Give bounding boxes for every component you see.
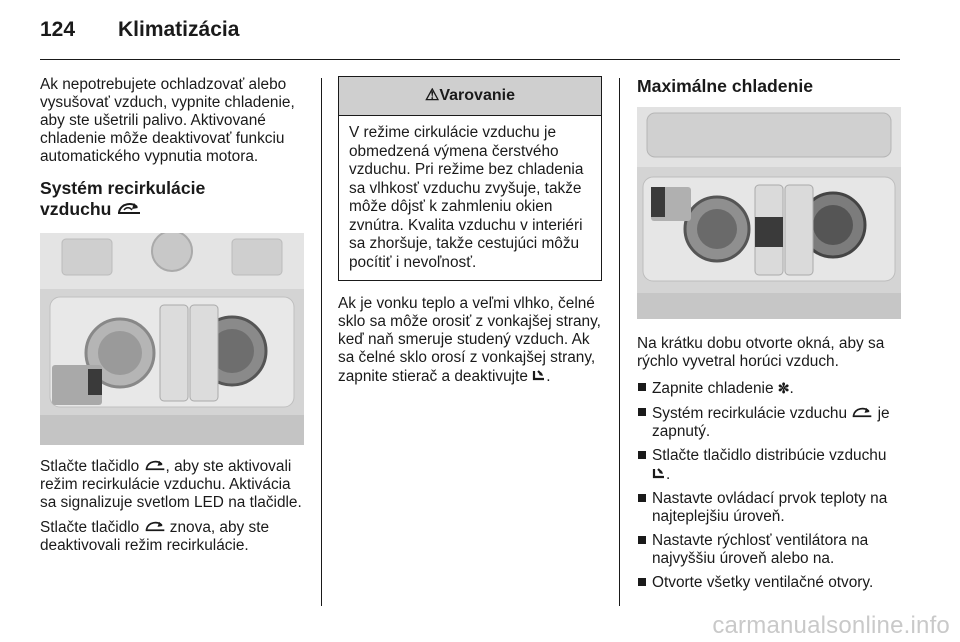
recirculation-icon <box>144 457 166 475</box>
paragraph-2-start: Stlačte tlačidlo <box>40 519 140 536</box>
recirculation-icon <box>851 404 873 422</box>
bullet-square <box>638 408 646 416</box>
column-2 <box>338 76 602 386</box>
header-rule <box>40 59 900 60</box>
list-item-suffix: . <box>666 466 671 483</box>
column-divider-1 <box>321 78 322 606</box>
list-item <box>637 574 903 592</box>
warning-box <box>338 76 602 281</box>
page-title: Klimatizácia <box>118 18 240 41</box>
column-divider-2 <box>619 78 620 606</box>
warning-title-text: Varovanie <box>439 87 515 104</box>
section-heading-recirculation <box>40 178 306 221</box>
paragraph-open-windows: Na krátku dobu otvorte okná, aby sa rýchlo vyvetral horúci vzduch. <box>637 335 885 370</box>
bullet-square <box>638 494 646 502</box>
paragraph-windshield-end: . <box>546 368 551 385</box>
air-distribution-icon <box>652 465 666 483</box>
list-item-suffix: . <box>789 380 794 397</box>
list-item-text: Otvorte všetky ventilačné otvory. <box>652 574 874 591</box>
list-item <box>637 404 903 441</box>
list-item <box>637 490 903 526</box>
list-item-suffix: je zapnutý. <box>652 405 890 440</box>
page-number: 124 <box>40 18 76 41</box>
page-header <box>40 18 900 48</box>
column-3 <box>637 76 903 598</box>
warning-text: V režime cirkulácie vzduchu je obmedzená výmena čerstvého vzduchu. Pri režime bez chladenia sa vlhkosť vzduchu zvyšuje, takže môže dôjsť k zahmleniu okien zvnútra. Kvalita vzduchu v interiéri sa zhoršuje, takže cestujúci môžu pocítiť i nevoľnosť. <box>349 124 584 271</box>
climate-panel-photo-recirculation <box>40 233 304 445</box>
bullet-square <box>638 536 646 544</box>
heading-line-1: Systém recirkulácie <box>40 178 206 198</box>
recirculation-icon <box>116 200 142 221</box>
paragraph-1-end: , aby ste aktivovali režim recirkulácie vzduchu. Aktivácia sa signalizuje svetlom LED na tlačidle. <box>40 458 302 511</box>
paragraph-1-start: Stlačte tlačidlo <box>40 458 140 475</box>
air-distribution-icon <box>532 367 546 385</box>
bullet-square <box>638 578 646 586</box>
list-item-text: Systém recirkulácie vzduchu <box>652 405 848 422</box>
recirculation-icon <box>144 518 166 536</box>
list-item-text: Stlačte tlačidlo distribúcie vzduchu <box>652 447 887 464</box>
list-item-text: Nastavte ovládací prvok teploty na najteplejšiu úroveň. <box>652 490 888 525</box>
list-item <box>637 532 903 568</box>
bullet-square <box>638 451 646 459</box>
warning-title <box>339 77 601 116</box>
list-item-text: Nastavte rýchlosť ventilátora na najvyššiu úroveň alebo na. <box>652 532 869 567</box>
section-heading-max-cooling: Maximálne chladenie <box>637 76 814 96</box>
paragraph-activate-recirculation <box>40 457 306 512</box>
list-item-text: Zapnite chladenie <box>652 380 774 397</box>
climate-panel-photo-max-cooling <box>637 107 901 319</box>
warning-triangle-icon: ⚠ <box>425 87 440 104</box>
watermark: carmanualsonline.info <box>712 612 950 639</box>
list-item <box>637 447 903 484</box>
paragraph-2-end: znova, aby ste deaktivovali režim recirkulácie. <box>40 519 270 554</box>
snowflake-icon: ✼ <box>777 380 790 396</box>
paragraph-deactivate-recirculation <box>40 518 306 555</box>
list-item <box>637 379 903 398</box>
bullet-square <box>638 383 646 391</box>
heading-line-2: vzduchu <box>40 199 112 219</box>
intro-paragraph: Ak nepotrebujete ochladzovať alebo vysušovať vzduch, vypnite chladenie, aby ste ušetrili palivo. Aktivované chladenie môže deaktivovať funkciu automatického vypnutia motora. <box>40 76 295 165</box>
column-1 <box>40 76 306 555</box>
paragraph-windshield-fog <box>338 295 602 386</box>
max-cooling-steps <box>637 379 903 592</box>
paragraph-windshield-start: Ak je vonku teplo a veľmi vlhko, čelné sklo sa môže orosiť z vonkajšej strany, keď naň smeruje studený vzduch. Ak sa čelné sklo orosí z vonkajšej strany, zapnite stierač a deaktivujte <box>338 295 601 385</box>
